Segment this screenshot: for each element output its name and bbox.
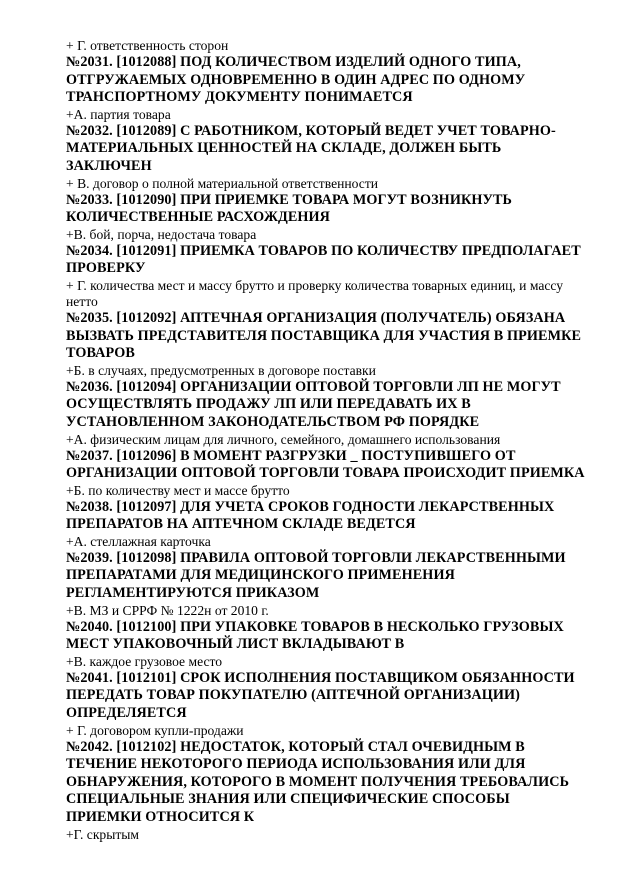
answer-text: +А. партия товара [66,106,171,122]
answer-text: +Б. по количеству мест и массе брутто [66,482,290,498]
question-block-2036 [66,379,586,448]
answer-text: + В. договор о полной материальной ответственности [66,175,379,191]
answer-text: +А. стеллажная карточка [66,533,211,549]
question-block-2040 [66,619,586,670]
question-text: №2037. [1012096] В МОМЕНТ РАЗГРУЗКИ _ ПОСТУПИВШЕГО ОТ ОРГАНИЗАЦИИ ОПТОВОЙ ТОРГОВЛИ ТОВАРА ПРОИСХОДИТ ПРИЕМКА [66,447,585,482]
question-block-2037 [66,448,586,499]
question-text: №2031. [1012088] ПОД КОЛИЧЕСТВОМ ИЗДЕЛИЙ ОДНОГО ТИПА, ОТГРУЖАЕМЫХ ОДНОВРЕМЕННО В ОДИН АДРЕС ПО ОДНОМУ ТРАНСПОРТНОМУ ДОКУМЕНТУ ПОНИМАЕТСЯ [66,54,526,106]
answer-text: +Г. скрытым [66,826,140,842]
question-text: №2038. [1012097] ДЛЯ УЧЕТА СРОКОВ ГОДНОСТИ ЛЕКАРСТВЕННЫХ ПРЕПАРАТОВ НА АПТЕЧНОМ СКЛАДЕ ВЕДЕТСЯ [66,498,555,533]
answer-text: + Г. договором купли-продажи [66,722,244,738]
answer-text: +А. физическим лицам для личного, семейного, домашнего использования [66,431,501,447]
answer-text: + Г. количества мест и массу брутто и проверку количества товарных единиц, и массу нетто [66,277,564,309]
question-text: №2039. [1012098] ПРАВИЛА ОПТОВОЙ ТОРГОВЛИ ЛЕКАРСТВЕННЫМИ ПРЕПАРАТАМИ ДЛЯ МЕДИЦИНСКОГО ПРИМЕНЕНИЯ РЕГЛАМЕНТИРУЮТСЯ ПРИКАЗОМ [66,549,566,602]
question-block-2032 [66,123,586,192]
answer-text: +Б. в случаях, предусмотренных в договоре поставки [66,362,376,378]
document-page [66,38,586,843]
question-text: №2040. [1012100] ПРИ УПАКОВКЕ ТОВАРОВ В НЕСКОЛЬКО ГРУЗОВЫХ МЕСТ УПАКОВОЧНЫЙ ЛИСТ ВКЛАДЫВАЮТ В [66,618,564,653]
question-block-2038 [66,499,586,550]
question-text: №2032. [1012089] С РАБОТНИКОМ, КОТОРЫЙ ВЕДЕТ УЧЕТ ТОВАРНО-МАТЕРИАЛЬНЫХ ЦЕННОСТЕЙ НА СКЛАДЕ, ДОЛЖЕН БЫТЬ ЗАКЛЮЧЕН [66,122,556,174]
intro-answer: + Г. ответственность сторон [66,38,229,53]
question-text: №2034. [1012091] ПРИЕМКА ТОВАРОВ ПО КОЛИЧЕСТВУ ПРЕДПОЛАГАЕТ ПРОВЕРКУ [66,242,581,277]
question-block-2031 [66,54,586,123]
answer-text: +В. бой, порча, недостача товара [66,226,257,242]
question-block-2034 [66,243,586,310]
question-text: №2042. [1012102] НЕДОСТАТОК, КОТОРЫЙ СТАЛ ОЧЕВИДНЫМ В ТЕЧЕНИЕ НЕКОТОРОГО ПЕРИОДА ИСПОЛЬЗОВАНИЯ ИЛИ ДЛЯ ОБНАРУЖЕНИЯ, КОТОРОГО В МОМЕНТ ПОЛУЧЕНИЯ ТРЕБОВАЛИСЬ СПЕЦИАЛЬНЫЕ ЗНАНИЯ ИЛИ СПЕЦИФИЧЕСКИЕ СПОСОБЫ ПРИЕМКИ ОТНОСИТСЯ К [66,738,570,825]
question-block-2041 [66,670,586,739]
question-text: №2036. [1012094] ОРГАНИЗАЦИИ ОПТОВОЙ ТОРГОВЛИ ЛП НЕ МОГУТ ОСУЩЕСТВЛЯТЬ ПРОДАЖУ ЛП ИЛИ ПЕРЕДАВАТЬ ИХ В УСТАНОВЛЕННОМ ЗАКОНОДАТЕЛЬСТВОМ РФ ПОРЯДКЕ [66,378,561,430]
question-text: №2041. [1012101] СРОК ИСПОЛНЕНИЯ ПОСТАВЩИКОМ ОБЯЗАННОСТИ ПЕРЕДАТЬ ТОВАР ПОКУПАТЕЛЮ (АПТЕЧНОЙ ОРГАНИЗАЦИИ) ОПРЕДЕЛЯЕТСЯ [66,669,575,722]
question-block-2035 [66,310,586,379]
answer-text: +В. МЗ и СРРФ № 1222н от 2010 г. [66,602,269,618]
answer-text: +В. каждое грузовое место [66,653,223,669]
question-block-2033 [66,192,586,243]
question-block-2039 [66,550,586,619]
question-text: №2033. [1012090] ПРИ ПРИЕМКЕ ТОВАРА МОГУТ ВОЗНИКНУТЬ КОЛИЧЕСТВЕННЫЕ РАСХОЖДЕНИЯ [66,191,513,226]
question-block-2042 [66,739,586,843]
question-text: №2035. [1012092] АПТЕЧНАЯ ОРГАНИЗАЦИЯ (ПОЛУЧАТЕЛЬ) ОБЯЗАНА ВЫЗВАТЬ ПРЕДСТАВИТЕЛЯ ПОСТАВЩИКА ДЛЯ УЧАСТИЯ В ПРИЕМКЕ ТОВАРОВ [66,309,582,362]
